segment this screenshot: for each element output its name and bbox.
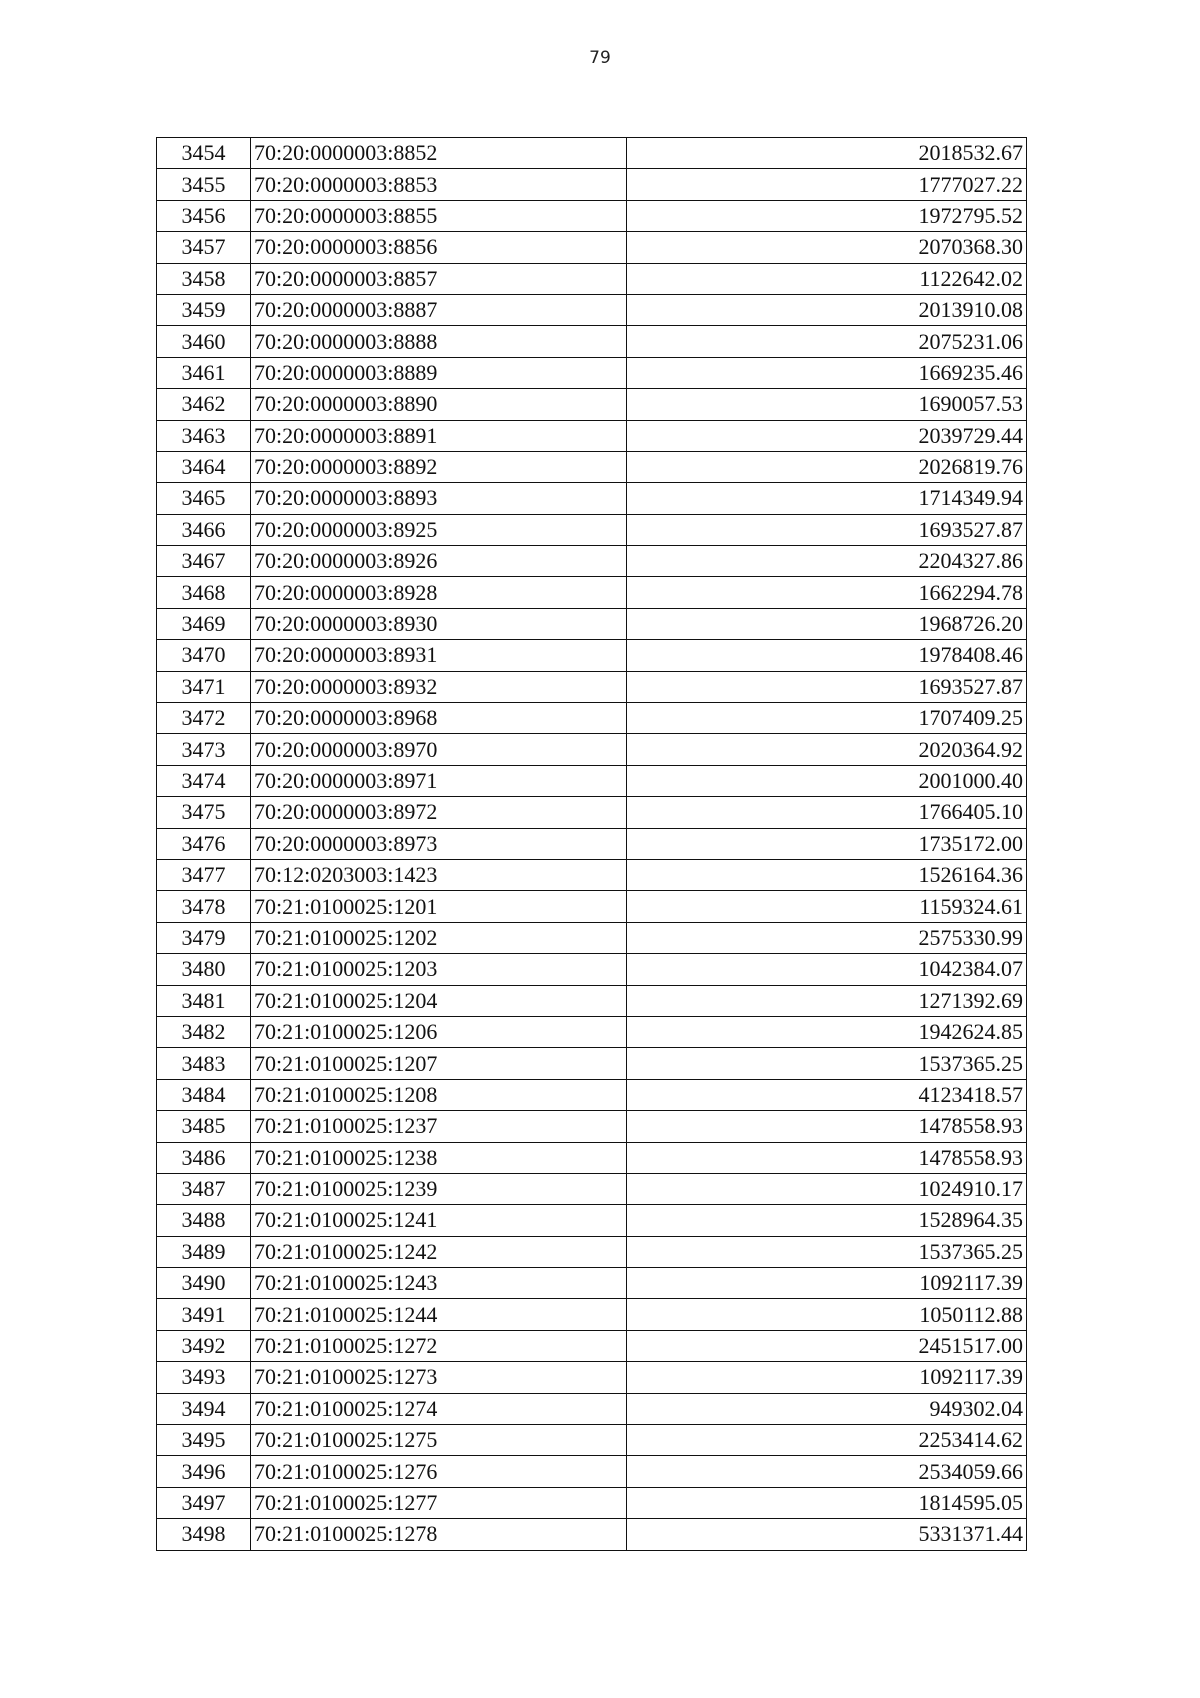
row-number-cell: 3467 bbox=[157, 546, 251, 577]
row-number-cell: 3478 bbox=[157, 891, 251, 922]
row-number-cell: 3459 bbox=[157, 294, 251, 325]
table-row bbox=[157, 1519, 1027, 1550]
row-number-cell: 3490 bbox=[157, 1268, 251, 1299]
cadastral-value-cell: 949302.04 bbox=[627, 1393, 1027, 1424]
cadastral-number-cell: 70:20:0000003:8970 bbox=[251, 734, 627, 765]
table-row bbox=[157, 703, 1027, 734]
cadastral-value-cell: 1735172.00 bbox=[627, 828, 1027, 859]
row-number-cell: 3475 bbox=[157, 797, 251, 828]
cadastral-value-cell: 2070368.30 bbox=[627, 232, 1027, 263]
row-number-cell: 3484 bbox=[157, 1079, 251, 1110]
table-row bbox=[157, 1487, 1027, 1518]
cadastral-number-cell: 70:21:0100025:1242 bbox=[251, 1236, 627, 1267]
table-row bbox=[157, 483, 1027, 514]
table-row bbox=[157, 1048, 1027, 1079]
cadastral-value-cell: 2451517.00 bbox=[627, 1330, 1027, 1361]
row-number-cell: 3470 bbox=[157, 640, 251, 671]
cadastral-value-cell: 5331371.44 bbox=[627, 1519, 1027, 1550]
cadastral-number-cell: 70:20:0000003:8892 bbox=[251, 451, 627, 482]
row-number-cell: 3483 bbox=[157, 1048, 251, 1079]
row-number-cell: 3454 bbox=[157, 138, 251, 169]
cadastral-value-cell: 1968726.20 bbox=[627, 608, 1027, 639]
table-row bbox=[157, 765, 1027, 796]
row-number-cell: 3494 bbox=[157, 1393, 251, 1424]
cadastral-number-cell: 70:20:0000003:8855 bbox=[251, 200, 627, 231]
table-row bbox=[157, 546, 1027, 577]
row-number-cell: 3496 bbox=[157, 1456, 251, 1487]
page-number: 79 bbox=[589, 48, 611, 68]
cadastral-value-cell: 1537365.25 bbox=[627, 1236, 1027, 1267]
table-row bbox=[157, 357, 1027, 388]
cadastral-value-cell: 1814595.05 bbox=[627, 1487, 1027, 1518]
row-number-cell: 3462 bbox=[157, 389, 251, 420]
cadastral-number-cell: 70:21:0100025:1244 bbox=[251, 1299, 627, 1330]
row-number-cell: 3457 bbox=[157, 232, 251, 263]
cadastral-number-cell: 70:20:0000003:8926 bbox=[251, 546, 627, 577]
cadastral-value-cell: 1050112.88 bbox=[627, 1299, 1027, 1330]
cadastral-number-cell: 70:20:0000003:8972 bbox=[251, 797, 627, 828]
table-row bbox=[157, 263, 1027, 294]
row-number-cell: 3461 bbox=[157, 357, 251, 388]
table-row bbox=[157, 1236, 1027, 1267]
cadastral-value-cell: 1669235.46 bbox=[627, 357, 1027, 388]
cadastral-value-cell: 1526164.36 bbox=[627, 859, 1027, 890]
row-number-cell: 3460 bbox=[157, 326, 251, 357]
row-number-cell: 3492 bbox=[157, 1330, 251, 1361]
row-number-cell: 3464 bbox=[157, 451, 251, 482]
cadastral-number-cell: 70:20:0000003:8930 bbox=[251, 608, 627, 639]
cadastral-number-cell: 70:21:0100025:1206 bbox=[251, 1016, 627, 1047]
cadastral-number-cell: 70:20:0000003:8889 bbox=[251, 357, 627, 388]
cadastral-number-cell: 70:20:0000003:8852 bbox=[251, 138, 627, 169]
row-number-cell: 3498 bbox=[157, 1519, 251, 1550]
table-row bbox=[157, 797, 1027, 828]
row-number-cell: 3463 bbox=[157, 420, 251, 451]
table-row bbox=[157, 1079, 1027, 1110]
table-row bbox=[157, 514, 1027, 545]
table-row bbox=[157, 891, 1027, 922]
cadastral-value-cell: 1942624.85 bbox=[627, 1016, 1027, 1047]
cadastral-value-cell: 1972795.52 bbox=[627, 200, 1027, 231]
table-row bbox=[157, 420, 1027, 451]
cadastral-value-cell: 2020364.92 bbox=[627, 734, 1027, 765]
table-row bbox=[157, 1362, 1027, 1393]
cadastral-value-cell: 1122642.02 bbox=[627, 263, 1027, 294]
cadastral-value-cell: 2013910.08 bbox=[627, 294, 1027, 325]
row-number-cell: 3479 bbox=[157, 922, 251, 953]
cadastral-value-cell: 2253414.62 bbox=[627, 1425, 1027, 1456]
cadastral-number-cell: 70:21:0100025:1275 bbox=[251, 1425, 627, 1456]
table-row bbox=[157, 577, 1027, 608]
row-number-cell: 3486 bbox=[157, 1142, 251, 1173]
row-number-cell: 3477 bbox=[157, 859, 251, 890]
table-row bbox=[157, 1111, 1027, 1142]
cadastral-number-cell: 70:20:0000003:8856 bbox=[251, 232, 627, 263]
cadastral-value-cell: 1714349.94 bbox=[627, 483, 1027, 514]
cadastral-value-cell: 2075231.06 bbox=[627, 326, 1027, 357]
cadastral-value-cell: 2001000.40 bbox=[627, 765, 1027, 796]
table-row bbox=[157, 294, 1027, 325]
table-row bbox=[157, 169, 1027, 200]
table-row bbox=[157, 451, 1027, 482]
cadastral-value-cell: 1693527.87 bbox=[627, 514, 1027, 545]
row-number-cell: 3489 bbox=[157, 1236, 251, 1267]
cadastral-value-cell: 2018532.67 bbox=[627, 138, 1027, 169]
table-body bbox=[157, 138, 1027, 1551]
cadastral-value-cell: 1478558.93 bbox=[627, 1111, 1027, 1142]
cadastral-number-cell: 70:12:0203003:1423 bbox=[251, 859, 627, 890]
cadastral-value-cell: 1978408.46 bbox=[627, 640, 1027, 671]
table-row bbox=[157, 985, 1027, 1016]
cadastral-number-cell: 70:20:0000003:8968 bbox=[251, 703, 627, 734]
table-row bbox=[157, 640, 1027, 671]
cadastral-number-cell: 70:21:0100025:1202 bbox=[251, 922, 627, 953]
cadastral-value-cell: 1092117.39 bbox=[627, 1362, 1027, 1393]
cadastral-value-cell: 1528964.35 bbox=[627, 1205, 1027, 1236]
cadastral-number-cell: 70:20:0000003:8888 bbox=[251, 326, 627, 357]
table-row bbox=[157, 389, 1027, 420]
table-row bbox=[157, 1456, 1027, 1487]
row-number-cell: 3455 bbox=[157, 169, 251, 200]
row-number-cell: 3495 bbox=[157, 1425, 251, 1456]
cadastral-value-cell: 2534059.66 bbox=[627, 1456, 1027, 1487]
table-row bbox=[157, 922, 1027, 953]
row-number-cell: 3480 bbox=[157, 954, 251, 985]
table-row bbox=[157, 1393, 1027, 1424]
cadastral-number-cell: 70:20:0000003:8971 bbox=[251, 765, 627, 796]
row-number-cell: 3466 bbox=[157, 514, 251, 545]
cadastral-value-cell: 2575330.99 bbox=[627, 922, 1027, 953]
table-row bbox=[157, 138, 1027, 169]
cadastral-value-cell: 1537365.25 bbox=[627, 1048, 1027, 1079]
row-number-cell: 3488 bbox=[157, 1205, 251, 1236]
cadastral-number-cell: 70:21:0100025:1208 bbox=[251, 1079, 627, 1110]
cadastral-number-cell: 70:21:0100025:1243 bbox=[251, 1268, 627, 1299]
table-row bbox=[157, 954, 1027, 985]
table-row bbox=[157, 734, 1027, 765]
row-number-cell: 3476 bbox=[157, 828, 251, 859]
cadastral-number-cell: 70:21:0100025:1273 bbox=[251, 1362, 627, 1393]
cadastral-number-cell: 70:21:0100025:1203 bbox=[251, 954, 627, 985]
cadastral-number-cell: 70:20:0000003:8931 bbox=[251, 640, 627, 671]
cadastral-number-cell: 70:20:0000003:8925 bbox=[251, 514, 627, 545]
table-row bbox=[157, 326, 1027, 357]
cadastral-value-cell: 1159324.61 bbox=[627, 891, 1027, 922]
cadastral-number-cell: 70:21:0100025:1201 bbox=[251, 891, 627, 922]
row-number-cell: 3472 bbox=[157, 703, 251, 734]
row-number-cell: 3481 bbox=[157, 985, 251, 1016]
cadastral-value-cell: 1690057.53 bbox=[627, 389, 1027, 420]
cadastral-value-cell: 1271392.69 bbox=[627, 985, 1027, 1016]
cadastral-value-cell: 2039729.44 bbox=[627, 420, 1027, 451]
cadastral-value-cell: 1042384.07 bbox=[627, 954, 1027, 985]
cadastral-value-cell: 1662294.78 bbox=[627, 577, 1027, 608]
cadastral-number-cell: 70:20:0000003:8891 bbox=[251, 420, 627, 451]
cadastral-number-cell: 70:21:0100025:1239 bbox=[251, 1173, 627, 1204]
cadastral-value-cell: 1092117.39 bbox=[627, 1268, 1027, 1299]
row-number-cell: 3487 bbox=[157, 1173, 251, 1204]
row-number-cell: 3485 bbox=[157, 1111, 251, 1142]
cadastral-value-cell: 1024910.17 bbox=[627, 1173, 1027, 1204]
row-number-cell: 3471 bbox=[157, 671, 251, 702]
cadastral-number-cell: 70:21:0100025:1278 bbox=[251, 1519, 627, 1550]
table-row bbox=[157, 859, 1027, 890]
cadastral-number-cell: 70:21:0100025:1277 bbox=[251, 1487, 627, 1518]
table-row bbox=[157, 1205, 1027, 1236]
cadastral-value-cell: 4123418.57 bbox=[627, 1079, 1027, 1110]
cadastral-value-cell: 1707409.25 bbox=[627, 703, 1027, 734]
table-row bbox=[157, 1016, 1027, 1047]
cadastral-number-cell: 70:21:0100025:1276 bbox=[251, 1456, 627, 1487]
table-row bbox=[157, 1425, 1027, 1456]
row-number-cell: 3473 bbox=[157, 734, 251, 765]
cadastral-number-cell: 70:21:0100025:1204 bbox=[251, 985, 627, 1016]
table-row bbox=[157, 232, 1027, 263]
cadastral-value-cell: 1777027.22 bbox=[627, 169, 1027, 200]
cadastral-number-cell: 70:20:0000003:8973 bbox=[251, 828, 627, 859]
cadastral-value-cell: 2204327.86 bbox=[627, 546, 1027, 577]
row-number-cell: 3491 bbox=[157, 1299, 251, 1330]
cadastral-number-cell: 70:21:0100025:1237 bbox=[251, 1111, 627, 1142]
table-row bbox=[157, 200, 1027, 231]
row-number-cell: 3469 bbox=[157, 608, 251, 639]
cadastral-number-cell: 70:20:0000003:8932 bbox=[251, 671, 627, 702]
cadastral-number-cell: 70:20:0000003:8887 bbox=[251, 294, 627, 325]
table-row bbox=[157, 828, 1027, 859]
row-number-cell: 3497 bbox=[157, 1487, 251, 1518]
cadastral-number-cell: 70:20:0000003:8928 bbox=[251, 577, 627, 608]
cadastral-number-cell: 70:20:0000003:8853 bbox=[251, 169, 627, 200]
row-number-cell: 3456 bbox=[157, 200, 251, 231]
cadastral-value-cell: 2026819.76 bbox=[627, 451, 1027, 482]
row-number-cell: 3474 bbox=[157, 765, 251, 796]
table-row bbox=[157, 1299, 1027, 1330]
cadastral-number-cell: 70:21:0100025:1207 bbox=[251, 1048, 627, 1079]
row-number-cell: 3468 bbox=[157, 577, 251, 608]
cadastral-value-cell: 1693527.87 bbox=[627, 671, 1027, 702]
table-row bbox=[157, 1268, 1027, 1299]
cadastral-number-cell: 70:20:0000003:8893 bbox=[251, 483, 627, 514]
cadastral-number-cell: 70:20:0000003:8857 bbox=[251, 263, 627, 294]
row-number-cell: 3482 bbox=[157, 1016, 251, 1047]
cadastral-value-table bbox=[156, 137, 1027, 1551]
cadastral-number-cell: 70:20:0000003:8890 bbox=[251, 389, 627, 420]
table-row bbox=[157, 608, 1027, 639]
row-number-cell: 3465 bbox=[157, 483, 251, 514]
row-number-cell: 3458 bbox=[157, 263, 251, 294]
table-row bbox=[157, 671, 1027, 702]
cadastral-number-cell: 70:21:0100025:1272 bbox=[251, 1330, 627, 1361]
table-row bbox=[157, 1142, 1027, 1173]
row-number-cell: 3493 bbox=[157, 1362, 251, 1393]
table-row bbox=[157, 1330, 1027, 1361]
cadastral-number-cell: 70:21:0100025:1274 bbox=[251, 1393, 627, 1424]
cadastral-value-cell: 1766405.10 bbox=[627, 797, 1027, 828]
cadastral-value-cell: 1478558.93 bbox=[627, 1142, 1027, 1173]
cadastral-number-cell: 70:21:0100025:1238 bbox=[251, 1142, 627, 1173]
cadastral-number-cell: 70:21:0100025:1241 bbox=[251, 1205, 627, 1236]
table-row bbox=[157, 1173, 1027, 1204]
